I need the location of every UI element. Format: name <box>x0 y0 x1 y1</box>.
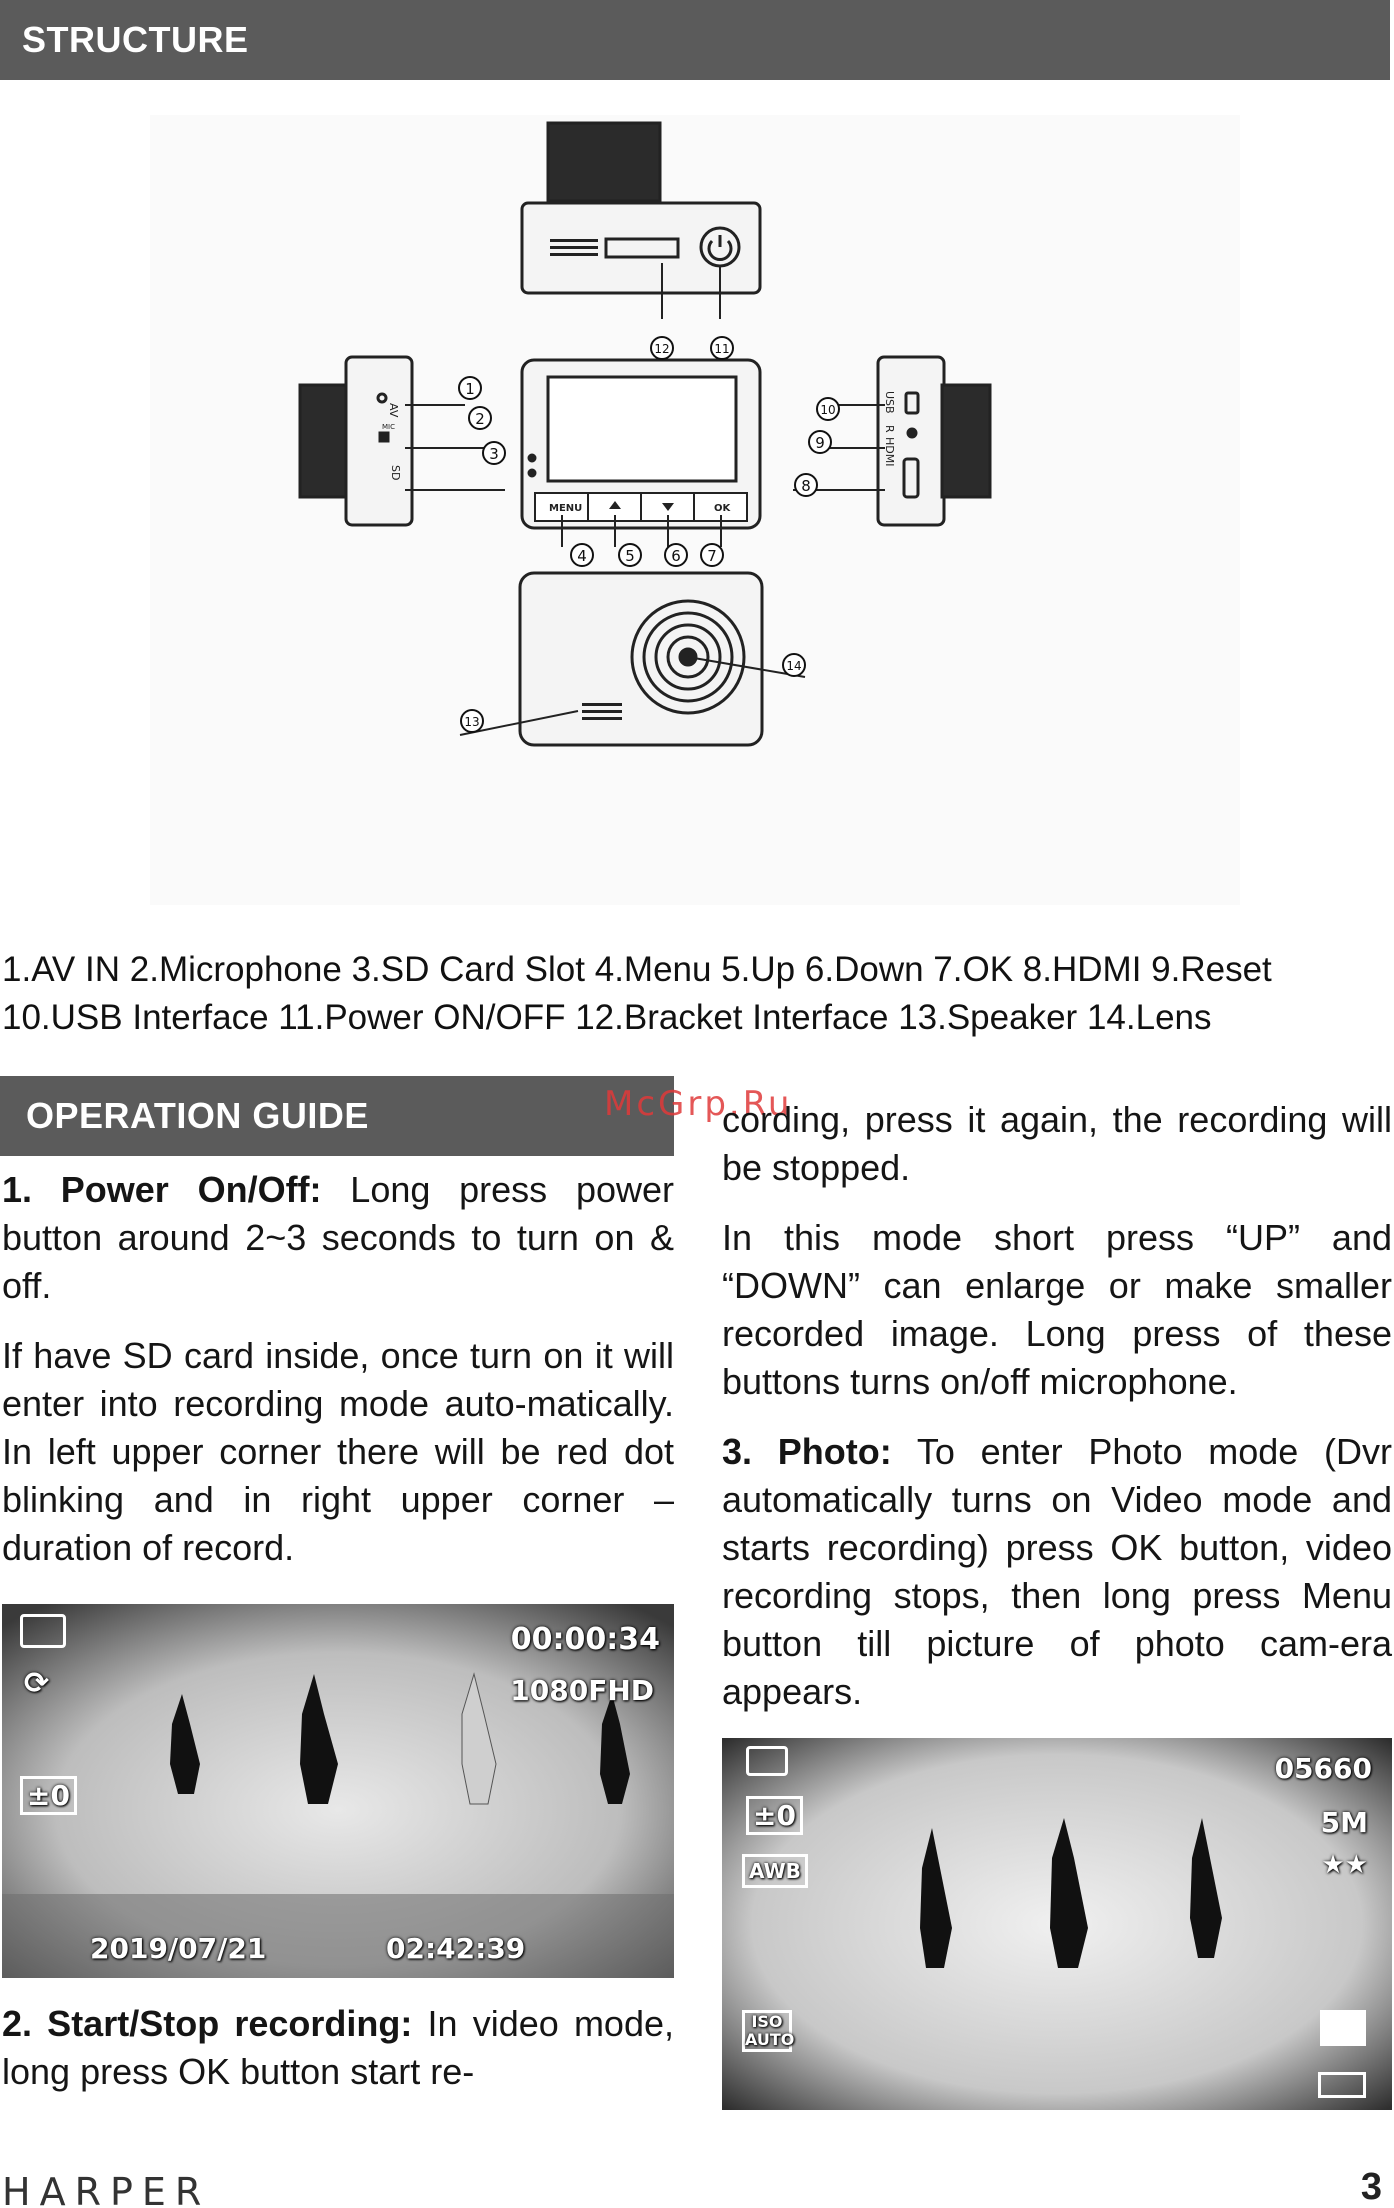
callout-14 <box>783 654 805 676</box>
legend-item: 4.Menu <box>594 950 712 989</box>
legend-item: 3.SD Card Slot <box>351 950 585 989</box>
screen <box>548 377 736 481</box>
callout-3 <box>483 442 505 464</box>
loop-record-icon: ⟳ <box>24 1666 50 1701</box>
callout-10 <box>817 398 839 420</box>
mic-label: MIC <box>382 423 395 431</box>
legend-item: 14.Lens <box>1086 998 1212 1037</box>
svg-text:1: 1 <box>465 380 475 398</box>
photo-iso: ISO AUTO <box>742 2010 792 2052</box>
callout-13 <box>461 710 483 732</box>
legend-item: 6.Down <box>804 950 924 989</box>
svg-text:13: 13 <box>464 715 480 729</box>
recording-continued-paragraph: cording, press it again, the recording will be stopped. <box>722 1099 1392 1188</box>
rear-body <box>520 573 762 745</box>
callout-7 <box>701 544 723 566</box>
sd-label: SD <box>389 465 402 481</box>
hdmi-label: HDMI <box>883 437 896 467</box>
top-speaker-grille <box>550 239 598 256</box>
callout-8 <box>795 474 817 496</box>
usb-label: USB <box>883 391 896 414</box>
sd-card-icon <box>1320 2010 1366 2046</box>
svg-text:11: 11 <box>714 342 730 356</box>
reset-label: R <box>883 425 896 433</box>
legend-line-2 <box>2 994 1392 1042</box>
photo-mode-screenshot <box>722 1738 1392 2110</box>
recording-title: 2. Start/Stop recording: <box>2 2003 413 2044</box>
callout-11 <box>711 337 733 359</box>
legend-line-1 <box>2 946 1392 994</box>
ok-button-label: OK <box>714 503 731 514</box>
structure-legend <box>2 946 1392 1042</box>
left-lens-housing <box>300 385 348 497</box>
power-text: Long press power button around 2~3 seconds to turn on & off. <box>2 1169 674 1306</box>
device-structure-diagram <box>150 115 1240 905</box>
av-label: AV <box>387 403 400 418</box>
photo-camera-icon <box>746 1746 788 1776</box>
callout-6 <box>665 544 687 566</box>
photo-count: 05660 <box>1274 1752 1372 1785</box>
power-title: 1. Power On/Off: <box>2 1169 322 1210</box>
legend-item: 1.AV IN <box>2 950 121 989</box>
callout-12 <box>651 337 673 359</box>
svg-text:9: 9 <box>815 434 825 452</box>
left-column <box>2 1166 674 1594</box>
battery-icon <box>1318 2072 1366 2098</box>
video-timer: 00:00:34 <box>510 1622 660 1657</box>
legend-item: 11.Power ON/OFF <box>278 998 566 1037</box>
video-time: 02:42:39 <box>386 1932 526 1965</box>
legend-item: 13.Speaker <box>898 998 1078 1037</box>
svg-text:7: 7 <box>707 547 717 565</box>
recording-text: In video mode, long press OK button start re- <box>2 2003 674 2092</box>
video-date: 2019/07/21 <box>90 1932 267 1965</box>
photo-text: To enter Photo mode (Dvr automatically turns on Video mode and starts recording) press OK button, video recording stops, then long press Menu button till picture of photo cam-era appears. <box>722 1431 1392 1712</box>
brand-logo: HARPER <box>2 2170 211 2208</box>
photo-title: 3. Photo: <box>722 1431 892 1472</box>
callout-2 <box>469 407 491 429</box>
watermark: McGrp.Ru <box>604 1084 793 1124</box>
legend-item: 12.Bracket Interface <box>575 998 889 1037</box>
legend-item: 2.Microphone <box>129 950 342 989</box>
legend-item: 9.Reset <box>1151 950 1272 989</box>
svg-text:10: 10 <box>820 403 836 417</box>
sd-card-paragraph: If have SD card inside, once turn on it will enter into recording mode auto-matically. In left upper corner there will be red dot blinking and in right upper corner – duration of record. <box>2 1335 674 1568</box>
video-camera-icon <box>20 1614 66 1648</box>
legend-item: 7.OK <box>933 950 1014 989</box>
legend-item: 8.HDMI <box>1022 950 1142 989</box>
right-lens-housing <box>942 385 990 497</box>
photo-white-balance: AWB <box>742 1854 808 1888</box>
photo-exposure: ±0 <box>746 1796 803 1835</box>
left-column-bottom <box>2 2000 674 2118</box>
bracket-top <box>548 123 660 201</box>
right-column <box>722 1096 1392 1738</box>
structure-header: STRUCTURE <box>0 0 1390 80</box>
svg-text:3: 3 <box>489 445 499 463</box>
svg-text:6: 6 <box>671 547 681 565</box>
svg-text:8: 8 <box>801 477 811 495</box>
video-mode-screenshot <box>2 1604 674 1978</box>
recording-paragraph <box>2 2000 674 2096</box>
photo-paragraph <box>722 1428 1392 1716</box>
rear-speaker-grille <box>582 703 622 720</box>
operation-guide-header: OPERATION GUIDE <box>0 1076 674 1156</box>
svg-text:2: 2 <box>475 410 485 428</box>
photo-size: 5M <box>1320 1806 1368 1839</box>
callout-1 <box>459 377 481 399</box>
callout-4 <box>571 544 593 566</box>
legend-item: 10.USB Interface <box>2 998 269 1037</box>
svg-text:14: 14 <box>786 659 802 673</box>
svg-text:12: 12 <box>654 342 670 356</box>
power-paragraph <box>2 1166 674 1310</box>
menu-button-label: MENU <box>549 503 583 514</box>
video-resolution: 1080FHD <box>510 1674 654 1707</box>
video-exposure: ±0 <box>20 1776 77 1815</box>
legend-item: 5.Up <box>721 950 796 989</box>
svg-text:5: 5 <box>625 547 635 565</box>
callout-9 <box>809 431 831 453</box>
page-number: 3 <box>1360 2166 1382 2208</box>
callout-5 <box>619 544 641 566</box>
svg-text:4: 4 <box>577 547 587 565</box>
photo-quality: ★★ <box>1321 1850 1368 1880</box>
zoom-paragraph: In this mode short press “UP” and “DOWN” can enlarge or make smaller recorded image. Long press of these buttons turns on/off microphone. <box>722 1217 1392 1402</box>
